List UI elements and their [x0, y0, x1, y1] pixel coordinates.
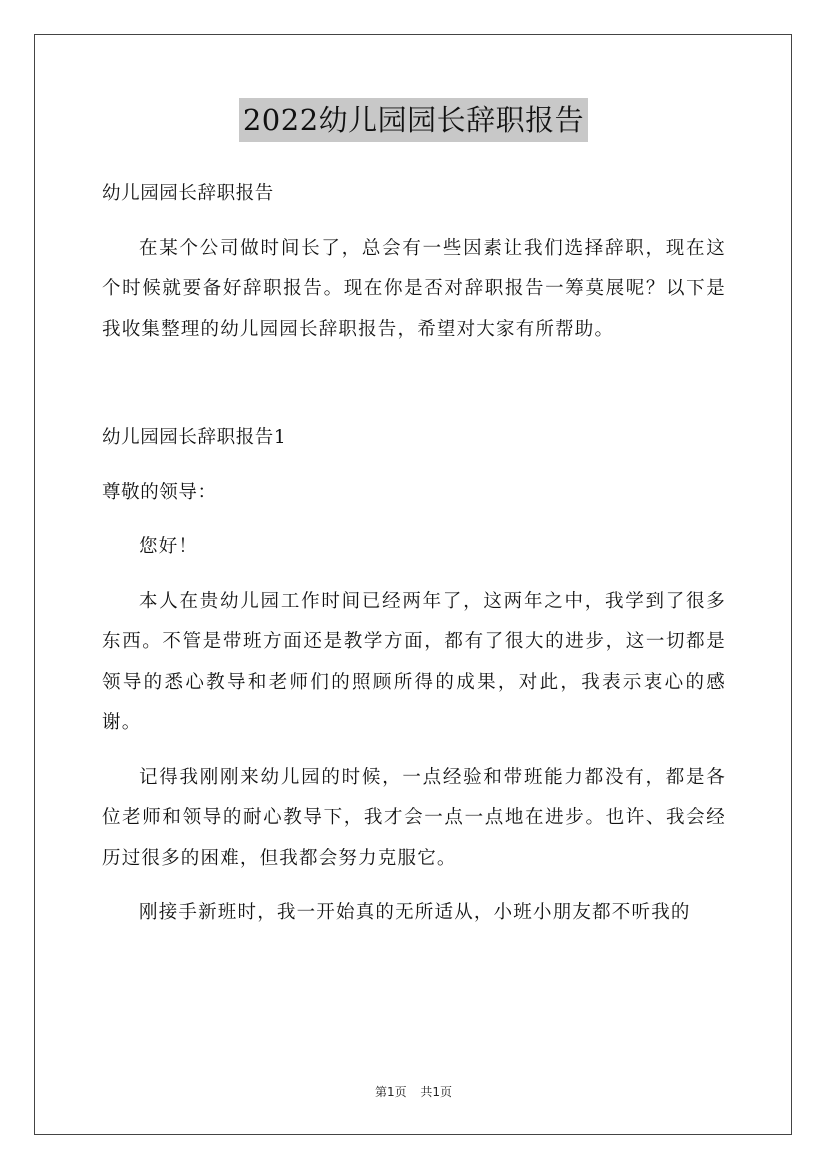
section-heading: 幼儿园园长辞职报告1: [102, 427, 287, 448]
intro-paragraph: 在某个公司做时间长了，总会有一些因素让我们选择辞职，现在这个时候就要备好辞职报告。现在你是否对辞职报告一筹莫展呢？以下是我收集整理的幼儿园园长辞职报告，希望对大家有所帮助。: [102, 237, 726, 340]
body-paragraph: 记得我刚刚来幼儿园的时候，一点经验和带班能力都没有，都是各位老师和领导的耐心教导下，我才会一点一点地在进步。也许、我会经历过很多的困难，但我都会努力克服它。: [102, 766, 726, 869]
salutation: 尊敬的领导：: [102, 481, 217, 503]
subtitle: 幼儿园园长辞职报告: [102, 183, 274, 204]
document-body: [102, 174, 726, 934]
document-title-wrap: [0, 98, 827, 142]
page-number-total: 共1页: [420, 1085, 453, 1099]
page-footer: [0, 1083, 827, 1100]
body-paragraph: 本人在贵幼儿园工作时间已经两年了，这两年之中，我学到了很多东西。不管是带班方面还是教学方面，都有了很大的进步，这一切都是领导的悉心教导和老师们的照顾所得的成果，对此，我表示衷心的感谢。: [102, 590, 726, 733]
document-title: 2022幼儿园园长辞职报告: [239, 98, 588, 142]
greeting: 您好！: [139, 536, 199, 557]
body-paragraph: 刚接手新班时，我一开始真的无所适从，小班小朋友都不听我的: [139, 902, 691, 923]
page-number-current: 第1页: [374, 1085, 407, 1099]
